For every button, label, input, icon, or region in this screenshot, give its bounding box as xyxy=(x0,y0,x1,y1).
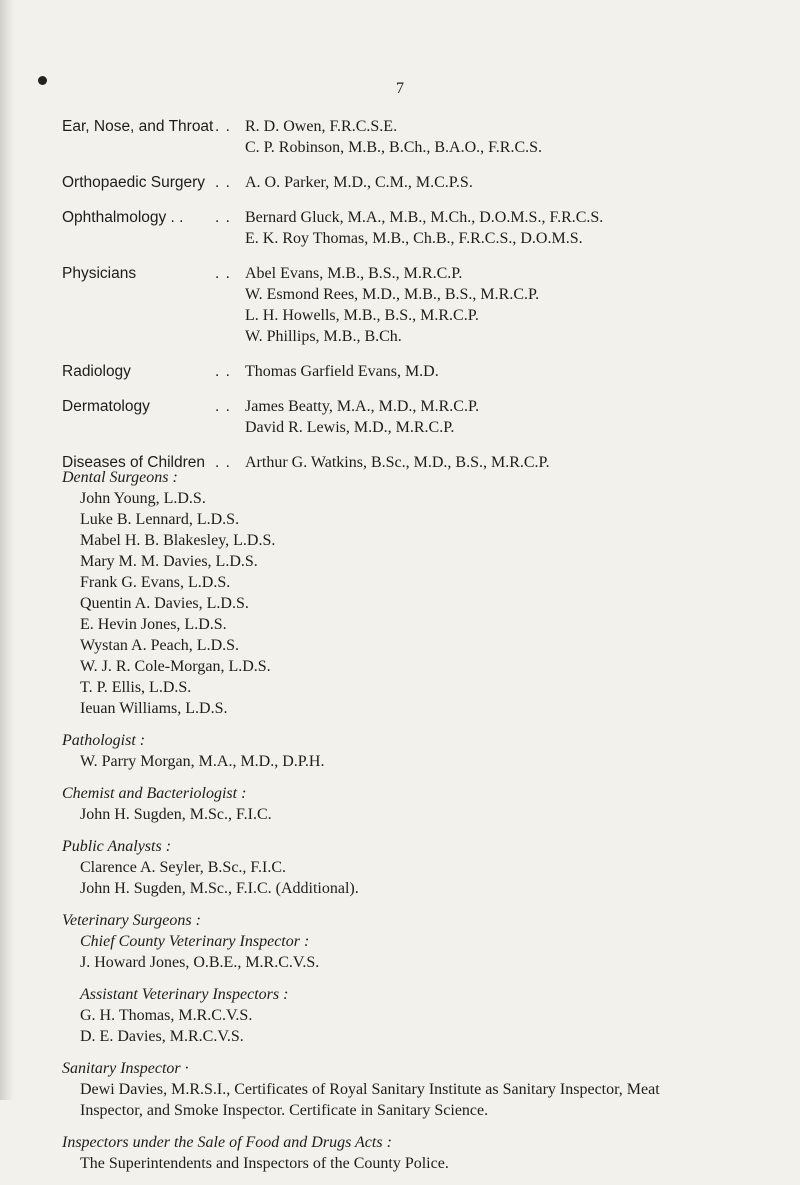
entry-line: Mabel H. B. Blakesley, L.D.S. xyxy=(80,532,276,549)
staff-member: W. Esmond Rees, M.D., M.B., B.S., M.R.C.P. xyxy=(245,286,540,303)
specialty-row xyxy=(62,207,782,249)
staff-member: Bernard Gluck, M.A., M.B., M.Ch., D.O.M.S., F.R.C.S. xyxy=(245,209,604,226)
dental-heading: Dental Surgeons : xyxy=(62,469,178,486)
staff-member: Arthur G. Watkins, B.Sc., M.D., B.S., M.R.C.P. xyxy=(245,454,550,471)
page-edge-shadow xyxy=(0,0,14,1100)
appointments-list xyxy=(62,467,782,1185)
sanitary-entries xyxy=(80,1079,782,1121)
staff-member: E. K. Roy Thomas, M.B., Ch.B., F.R.C.S., D.O.M.S. xyxy=(245,230,583,247)
specialty-label: Ophthalmology . . xyxy=(62,209,184,226)
leader-dots: . . xyxy=(215,363,231,380)
entry-line: Clarence A. Seyler, B.Sc., F.I.C. xyxy=(80,859,287,876)
specialty-row xyxy=(62,263,782,347)
chief-veterinary-heading: Chief County Veterinary Inspector : xyxy=(80,933,310,950)
staff-list xyxy=(245,172,473,193)
staff-member: James Beatty, M.A., M.D., M.R.C.P. xyxy=(245,398,480,415)
staff-list xyxy=(245,263,539,347)
specialty-label: Orthopaedic Surgery xyxy=(62,174,206,191)
staff-member: A. O. Parker, M.D., C.M., M.C.P.S. xyxy=(245,174,473,191)
entry-line: Mary M. M. Davies, L.D.S. xyxy=(80,553,258,570)
staff-member: W. Phillips, M.B., B.Ch. xyxy=(245,328,402,345)
entry-line: W. J. R. Cole-Morgan, L.D.S. xyxy=(80,658,271,675)
food-inspectors-entries xyxy=(80,1153,782,1174)
entry-line: Quentin A. Davies, L.D.S. xyxy=(80,595,249,612)
specialty-name xyxy=(62,207,245,249)
specialty-name xyxy=(62,263,245,347)
analysts-section xyxy=(62,836,782,899)
entry-line: Wystan A. Peach, L.D.S. xyxy=(80,637,240,654)
staff-list xyxy=(245,207,603,249)
entry-line: W. Parry Morgan, M.A., M.D., D.P.H. xyxy=(80,753,325,770)
staff-list xyxy=(245,361,439,382)
entry-line: T. P. Ellis, L.D.S. xyxy=(80,679,192,696)
leader-dots: . . xyxy=(215,454,231,471)
entry-line: Ieuan Williams, L.D.S. xyxy=(80,700,228,717)
staff-member: Thomas Garfield Evans, M.D. xyxy=(245,363,439,380)
sanitary-entry-line-2: Inspector, and Smoke Inspector. Certificate in Sanitary Science. xyxy=(80,1102,489,1119)
specialty-label: Radiology xyxy=(62,363,131,380)
chief-veterinary-entries xyxy=(80,952,782,973)
staff-list xyxy=(245,396,479,438)
specialty-list xyxy=(62,116,782,487)
specialty-row xyxy=(62,396,782,438)
entry-line: Luke B. Lennard, L.D.S. xyxy=(80,511,240,528)
leader-dots: . . xyxy=(215,209,231,226)
chemist-entries xyxy=(80,804,782,825)
staff-member: David R. Lewis, M.D., M.R.C.P. xyxy=(245,419,455,436)
specialty-name xyxy=(62,172,245,193)
entry-line: John H. Sugden, M.Sc., F.I.C. xyxy=(80,806,272,823)
page-number: 7 xyxy=(396,80,404,97)
specialty-name xyxy=(62,396,245,438)
analysts-heading: Public Analysts : xyxy=(62,838,172,855)
pathologist-entries xyxy=(80,751,782,772)
sanitary-section xyxy=(62,1058,782,1121)
pathologist-section xyxy=(62,730,782,772)
staff-member: L. H. Howells, M.B., B.S., M.R.C.P. xyxy=(245,307,479,324)
pathologist-heading: Pathologist : xyxy=(62,732,146,749)
specialty-name xyxy=(62,361,245,382)
specialty-label: Physicians xyxy=(62,265,137,282)
chemist-section xyxy=(62,783,782,825)
entry-line: J. Howard Jones, O.B.E., M.R.C.V.S. xyxy=(80,954,320,971)
food-inspectors-heading: Inspectors under the Sale of Food and Drugs Acts : xyxy=(62,1134,392,1151)
leader-dots: . . xyxy=(215,265,231,282)
leader-dots: . . xyxy=(215,398,231,415)
entry-line: E. Hevin Jones, L.D.S. xyxy=(80,616,227,633)
assistant-veterinary-entries xyxy=(80,1005,782,1047)
entry-line: John H. Sugden, M.Sc., F.I.C. (Additional). xyxy=(80,880,359,897)
entry-line: D. E. Davies, M.R.C.V.S. xyxy=(80,1028,244,1045)
leader-dots: . . xyxy=(215,118,231,135)
assistant-veterinary-heading: Assistant Veterinary Inspectors : xyxy=(80,986,289,1003)
dental-section xyxy=(62,467,782,719)
specialty-row xyxy=(62,361,782,382)
entry-line: G. H. Thomas, M.R.C.V.S. xyxy=(80,1007,253,1024)
sanitary-entry-line-1: Dewi Davies, M.R.S.I., Certificates of Royal Sanitary Institute as Sanitary Inspector, Meat xyxy=(80,1081,660,1098)
specialty-label: Ear, Nose, and Throat xyxy=(62,118,214,135)
specialty-name xyxy=(62,116,245,158)
staff-member: C. P. Robinson, M.B., B.Ch., B.A.O., F.R.C.S. xyxy=(245,139,543,156)
specialty-label: Diseases of Children xyxy=(62,454,206,471)
entry-line: John Young, L.D.S. xyxy=(80,490,206,507)
entry-line: The Superintendents and Inspectors of the County Police. xyxy=(80,1155,449,1172)
analysts-entries xyxy=(80,857,782,899)
food-inspectors-section xyxy=(62,1132,782,1174)
staff-member: R. D. Owen, F.R.C.S.E. xyxy=(245,118,398,135)
specialty-row xyxy=(62,172,782,193)
leader-dots: . . xyxy=(215,174,231,191)
dental-entries xyxy=(80,488,782,719)
veterinary-heading: Veterinary Surgeons : xyxy=(62,912,201,929)
sanitary-heading: Sanitary Inspector · xyxy=(62,1060,189,1077)
veterinary-section xyxy=(62,910,782,1047)
entry-line: Frank G. Evans, L.D.S. xyxy=(80,574,231,591)
staff-member: Abel Evans, M.B., B.S., M.R.C.P. xyxy=(245,265,463,282)
specialty-row xyxy=(62,116,782,158)
specialty-label: Dermatology xyxy=(62,398,150,415)
chemist-heading: Chemist and Bacteriologist : xyxy=(62,785,247,802)
staff-list xyxy=(245,116,542,158)
